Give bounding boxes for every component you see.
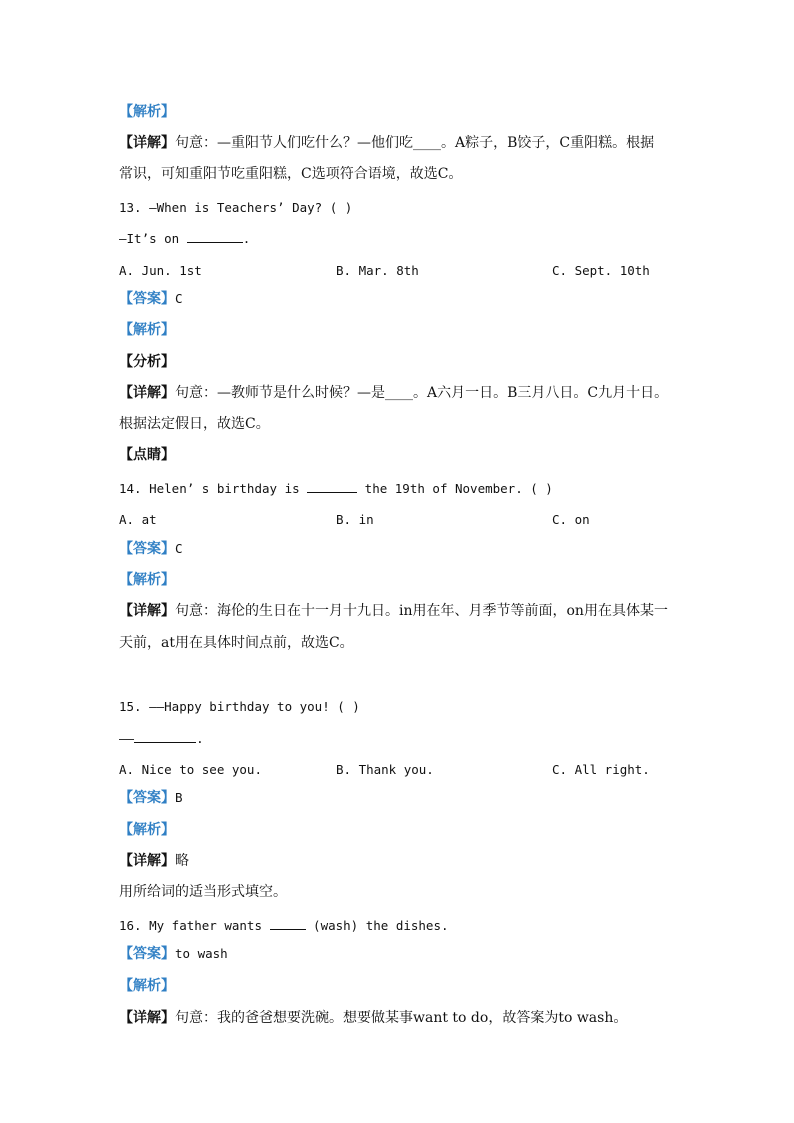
answer-value: B [175,790,183,805]
question-15-line2 [119,730,204,748]
option-a: A. Jun. 1st [119,263,202,278]
stem-suffix: the 19th of November. ( ) [357,481,553,496]
analysis-label: 【解析】 [119,322,175,338]
detail-label: 【详解】 [119,385,175,401]
fenxi-label: 【分析】 [119,354,175,370]
analysis-label: 【解析】 [119,104,175,120]
line-suffix: . [242,231,251,246]
answer-line [119,290,183,308]
detail-label: 【详解】 [119,1010,175,1026]
answer-line [119,540,183,558]
stem-prefix: 16. My father wants [119,918,270,933]
section-instruction: 用所给词的适当形式填空。 [119,884,287,900]
answer-blank [134,730,196,743]
option-c: C. on [552,512,590,527]
detail-line: 根据法定假日，故选C。 [119,416,270,432]
question-13-stem: 13. —When is Teachers’ Day? ( ) [119,200,353,215]
option-b: B. Thank you. [336,762,434,777]
answer-line [119,789,183,807]
answer-value: C [175,291,183,306]
stem-prefix: 14. Helen’ s birthday is [119,481,308,496]
detail-line: 天前，at用在具体时间点前，故选C。 [119,635,354,651]
analysis-label: 【解析】 [119,572,175,588]
analysis-label: 【解析】 [119,978,175,994]
detail-line [119,602,668,620]
detail-text: 句意：海伦的生日在十一月十九日。in用在年、月季节等前面，on用在具体某一 [175,603,668,619]
detail-line [119,134,654,152]
analysis-label: 【解析】 [119,822,175,838]
dianjing-label: 【点睛】 [119,447,175,463]
detail-line [119,1009,627,1027]
answer-label: 【答案】 [119,790,175,806]
option-b: B. Mar. 8th [336,263,419,278]
detail-text: 句意：我的爸爸想要洗碗。想要做某事want to do，故答案为to wash。 [175,1010,628,1026]
detail-text: 句意：—教师节是什么时候？—是____。A六月一日。B三月八日。C九月十日。 [175,385,669,401]
answer-value: to wash [175,946,228,961]
option-b: B. in [336,512,374,527]
answer-label: 【答案】 [119,946,175,962]
detail-text: 句意：—重阳节人们吃什么？—他们吃____。A粽子，B饺子，C重阳糕。根据 [175,135,655,151]
line-prefix: —— [119,731,135,746]
answer-blank [307,480,357,493]
line-suffix: . [196,731,204,746]
question-14-stem [119,480,553,498]
answer-blank [187,230,243,243]
answer-blank [270,917,306,930]
detail-text: 略 [175,853,189,869]
question-13-line2 [119,230,250,248]
answer-label: 【答案】 [119,291,175,307]
question-15-stem: 15. ——Happy birthday to you! ( ) [119,699,360,714]
detail-line: 常识，可知重阳节吃重阳糕，C选项符合语境，故选C。 [119,166,463,182]
detail-label: 【详解】 [119,135,175,151]
option-c: C. All right. [552,762,650,777]
answer-label: 【答案】 [119,541,175,557]
stem-suffix: (wash) the dishes. [305,918,449,933]
answer-value: C [175,541,183,556]
answer-line [119,945,228,963]
option-a: A. Nice to see you. [119,762,262,777]
detail-line [119,384,668,402]
detail-line [119,852,189,870]
detail-label: 【详解】 [119,603,175,619]
detail-label: 【详解】 [119,853,175,869]
question-16-stem [119,917,449,935]
option-c: C. Sept. 10th [552,263,650,278]
line-prefix: —It’s on [119,231,187,246]
option-a: A. at [119,512,157,527]
